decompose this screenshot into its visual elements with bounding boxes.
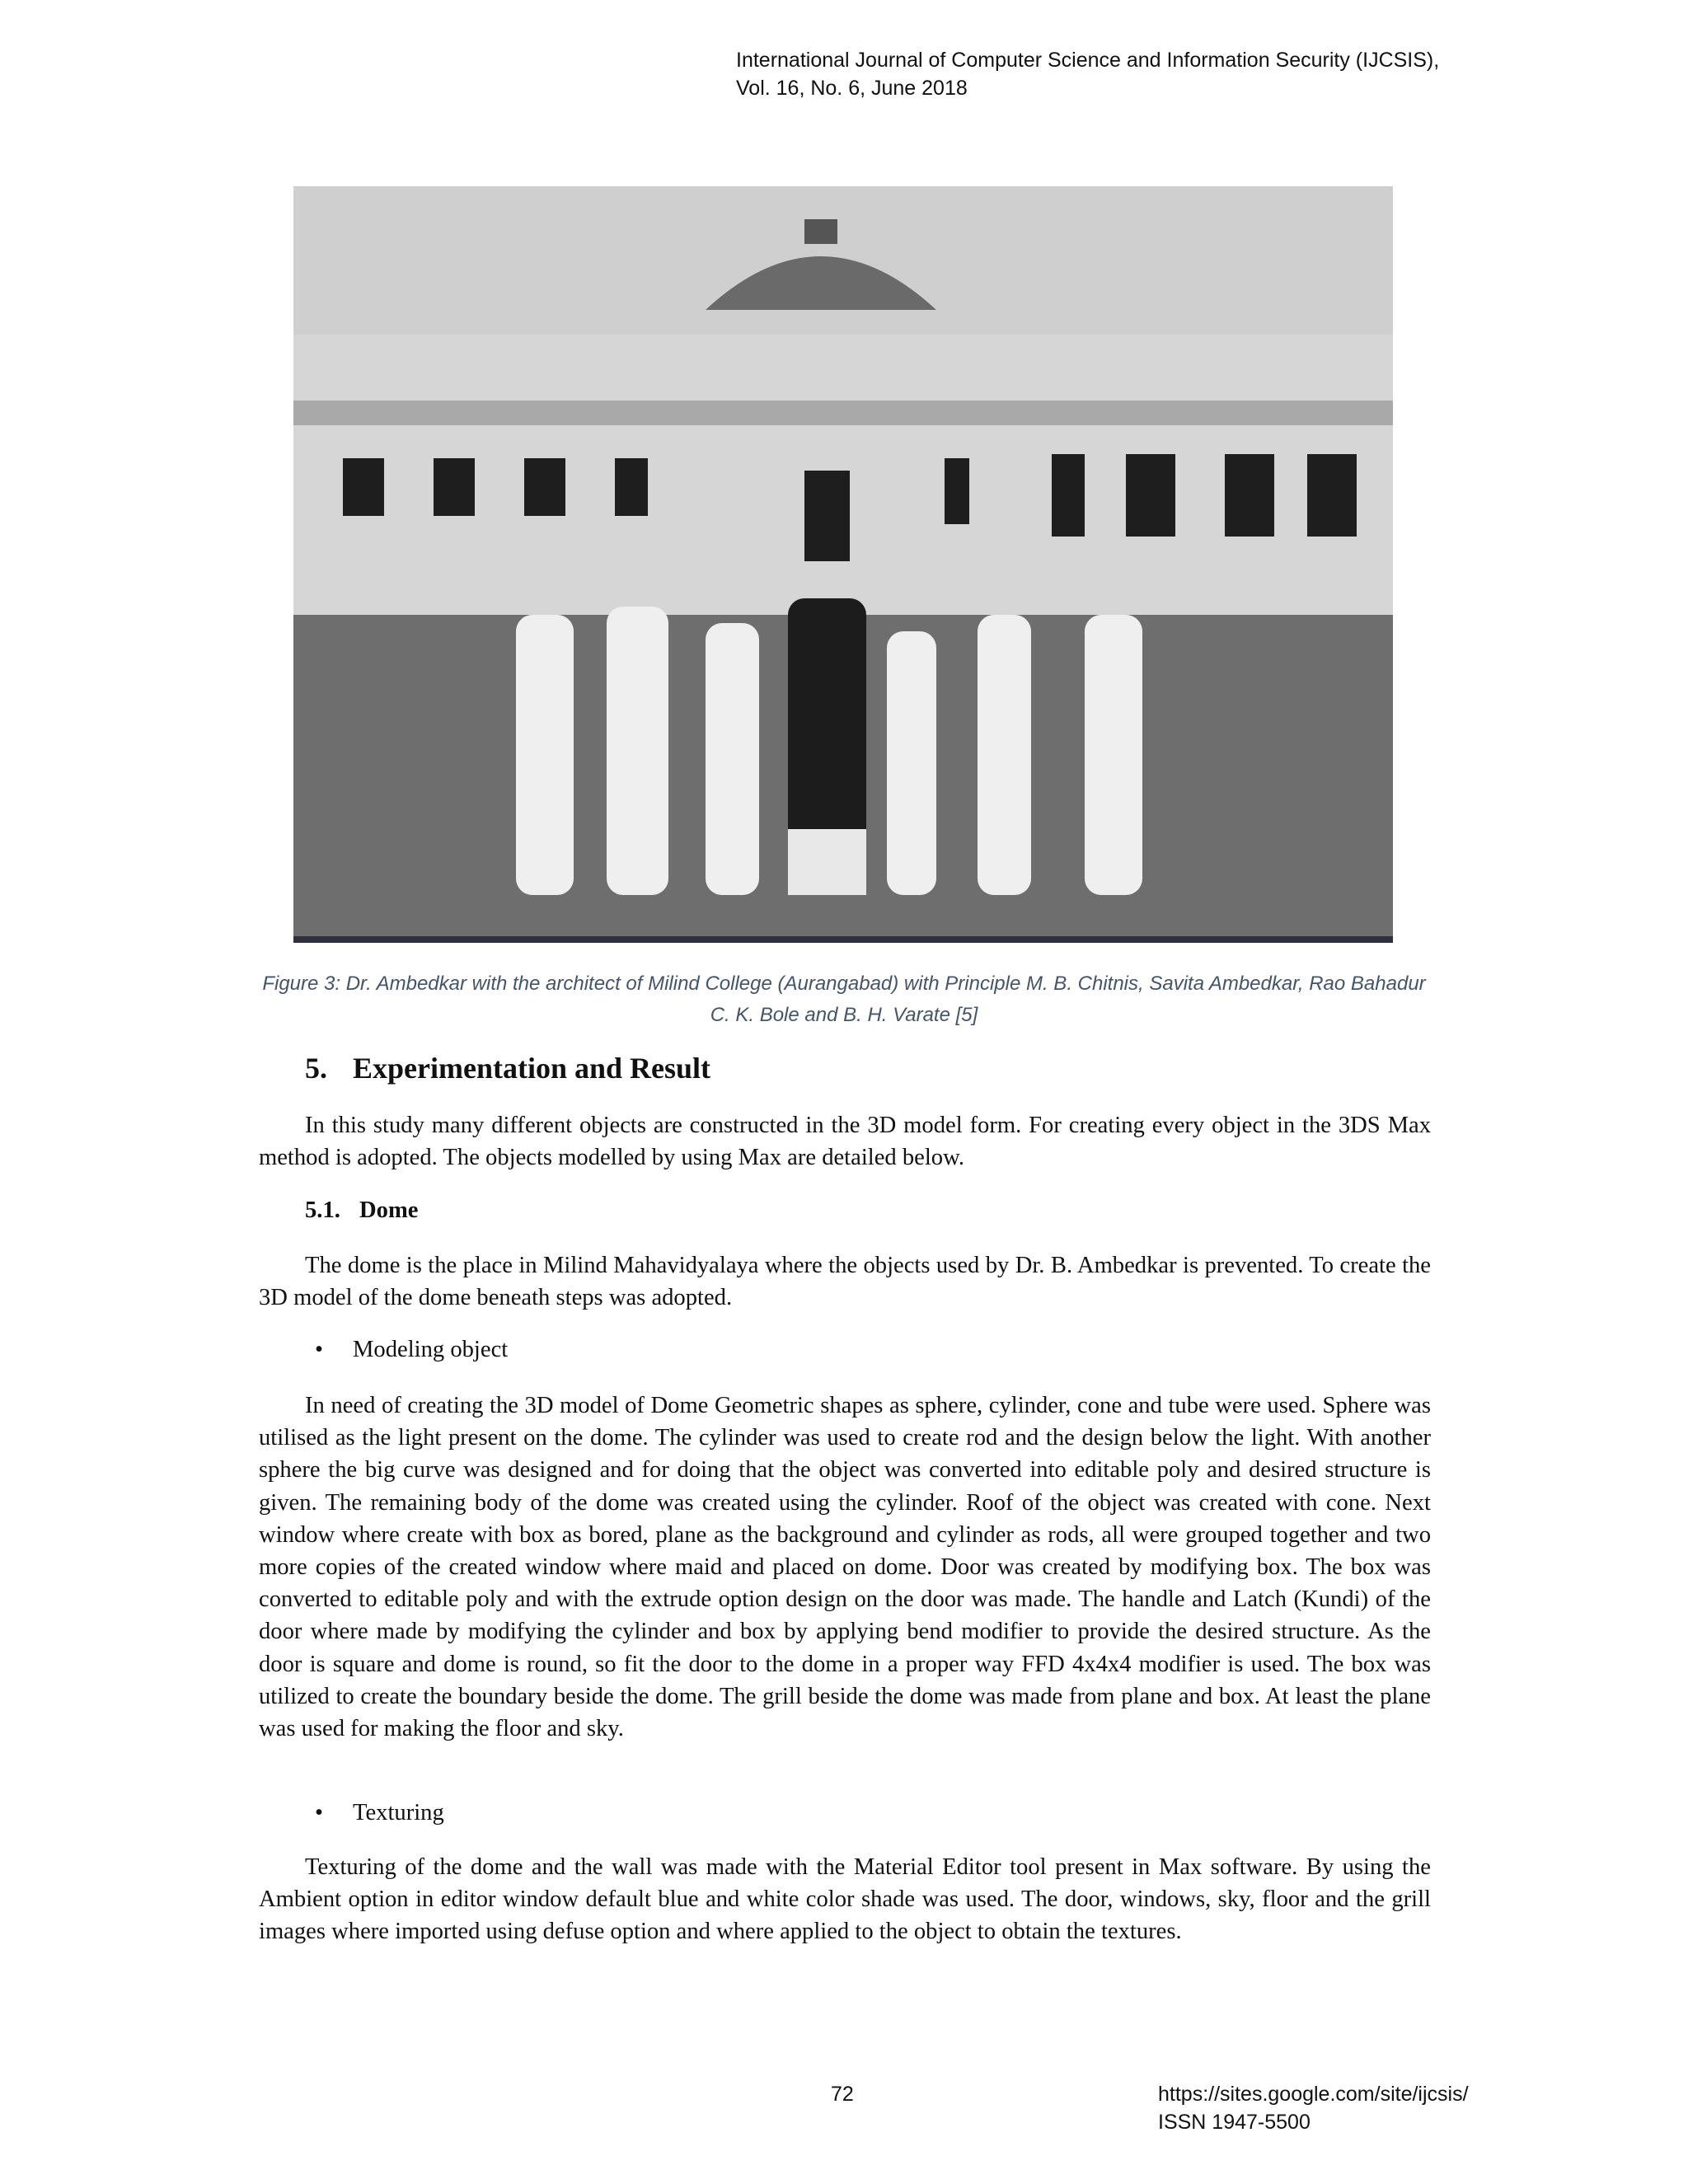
- section-number: 5.: [305, 1052, 327, 1085]
- bullet-modeling: [315, 1337, 508, 1363]
- page-number: 72: [831, 2083, 854, 2106]
- modeling-paragraph: In need of creating the 3D model of Dome Geometric shapes as sphere, cylinder, cone and tube were used. Sphere was utilised as the light present on the dome. The cylinder was used to create rod and the design below the light. With another sphere the big curve was designed and for doing that the object was converted into editable poly and desired structure is given. The remaining body of the dome was created using the cylinder. Roof of the object was created with cone. Next window where create with box as bored, plane as the background and cylinder as rods, all were grouped together and two more copies of the created window where maid and placed on dome. Door was created by modifying box. The box was converted to editable poly and with the extrude option design on the door was made. The handle and Latch (Kundi) of the door where made by modifying the cylinder and box by applying bend modifier to provide the desired structure. As the door is square and dome is round, so fit the door to the dome in a proper way FFD 4x4x4 modifier is used. The box was utilized to create the boundary beside the dome. The grill beside the dome was made from plane and box. At least the plane was used for making the floor and sky.: [259, 1393, 1431, 1742]
- texturing-paragraph: Texturing of the dome and the wall was made with the Material Editor tool present in Max software. By using the Ambient option in editor window default blue and white color shade was used. The door, windows, sky, floor and the grill images where imported using defuse option and where applied to the object to obtain the textures.: [259, 1854, 1431, 1945]
- footer-url: https://sites.google.com/site/ijcsis/: [1158, 2083, 1469, 2106]
- figure-caption: Figure 3: Dr. Ambedkar with the architect of Milind College (Aurangabad) with Principle M. B. Chitnis, Savita Ambedkar, Rao Bahadur C. K. Bole and B. H. Varate [5]: [262, 972, 1426, 1026]
- bullet-label: Texturing: [353, 1800, 444, 1825]
- section-heading: [305, 1051, 710, 1085]
- historical-photo-icon: [293, 186, 1393, 943]
- journal-header-line1: International Journal of Computer Science and Information Security (IJCSIS),: [736, 49, 1440, 72]
- journal-header-line2: Vol. 16, No. 6, June 2018: [736, 77, 968, 100]
- footer-info: [1158, 2080, 1469, 2136]
- subsection-heading: [305, 1197, 418, 1224]
- footer-issn: ISSN 1947-5500: [1158, 2111, 1311, 2134]
- subsection-number: 5.1.: [305, 1197, 340, 1223]
- bullet-dot: •: [315, 1337, 324, 1362]
- section-title: Experimentation and Result: [353, 1052, 711, 1085]
- bullet-label: Modeling object: [353, 1337, 509, 1362]
- subsection-intro-paragraph: The dome is the place in Milind Mahavidyalaya where the objects used by Dr. B. Ambedkar is prevented. To create the 3D model of the dome beneath steps was adopted.: [259, 1253, 1431, 1311]
- subsection-title: Dome: [359, 1197, 419, 1223]
- bullet-dot: •: [315, 1800, 324, 1825]
- journal-header: [736, 46, 1439, 102]
- section-intro-paragraph: In this study many different objects are constructed in the 3D model form. For creating every object in the 3DS Max method is adopted. The objects modelled by using Max are detailed below.: [259, 1113, 1431, 1171]
- bullet-texturing: [315, 1800, 444, 1826]
